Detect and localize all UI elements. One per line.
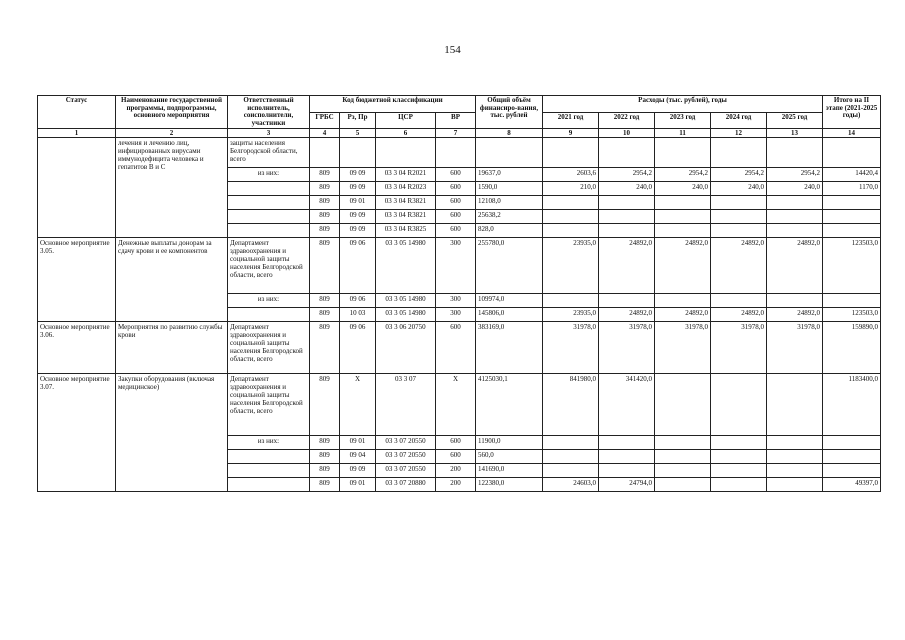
cell-itogo (823, 210, 881, 224)
cell-y2025 (767, 224, 823, 238)
cell-grbs: 809 (310, 224, 340, 238)
cell-y2025 (767, 464, 823, 478)
cell-csr: 03 3 05 14980 (376, 294, 436, 308)
cell-csr: 03 3 07 (376, 374, 436, 436)
cell-csr: 03 3 05 14980 (376, 238, 436, 294)
column-number: 7 (436, 129, 476, 138)
column-number: 8 (476, 129, 543, 138)
cell-y2024 (711, 196, 767, 210)
column-number: 4 (310, 129, 340, 138)
cell-y2023 (655, 224, 711, 238)
cell-grbs: 809 (310, 436, 340, 450)
cell-rzpr: 09 09 (340, 210, 376, 224)
cell-total: 383169,0 (476, 322, 543, 374)
status-cell: Основное мероприятие 3.06. (38, 322, 116, 374)
cell-itogo: 1170,0 (823, 182, 881, 196)
cell-csr: 03 3 04 R3821 (376, 196, 436, 210)
cell-vr: 200 (436, 478, 476, 492)
table-row (38, 374, 881, 436)
sub-label-cell (228, 464, 310, 478)
sub-label-cell (228, 224, 310, 238)
cell-rzpr: 09 06 (340, 322, 376, 374)
cell-csr: 03 3 04 R3825 (376, 224, 436, 238)
cell-total: 828,0 (476, 224, 543, 238)
cell-itogo (823, 436, 881, 450)
status-cell: Основное мероприятие 3.05. (38, 238, 116, 322)
name-cell: Мероприятия по развитию службы крови (116, 322, 228, 374)
cell-vr: 300 (436, 238, 476, 294)
column-number: 3 (228, 129, 310, 138)
header-csr: ЦСР (376, 112, 436, 129)
header-itogo: Итого на II этапе (2021-2025 годы) (823, 96, 881, 129)
column-number: 10 (599, 129, 655, 138)
cell-vr: 600 (436, 224, 476, 238)
cell-csr: 03 3 04 R3821 (376, 210, 436, 224)
cell-rzpr: 09 06 (340, 294, 376, 308)
header-y2025: 2025 год (767, 112, 823, 129)
cell-y2021: 210,0 (543, 182, 599, 196)
header-bk-code: Код бюджетной классификации (310, 96, 476, 113)
cell-y2024: 24892,0 (711, 308, 767, 322)
cell-itogo: 49397,0 (823, 478, 881, 492)
cell-total: 141690,0 (476, 464, 543, 478)
cell-total: 19637,0 (476, 168, 543, 182)
cell-y2021 (543, 464, 599, 478)
cell-csr: 03 3 07 20550 (376, 436, 436, 450)
cell-itogo: 123503,0 (823, 238, 881, 294)
cell-total: 11900,0 (476, 436, 543, 450)
cell-y2022: 24892,0 (599, 238, 655, 294)
cell-y2023 (655, 196, 711, 210)
cell-rzpr: 09 06 (340, 238, 376, 294)
header-total: Общий объём финансиро-вания, тыс. рублей (476, 96, 543, 129)
sub-label-cell: из них: (228, 436, 310, 450)
budget-table (37, 95, 881, 492)
cell-y2023: 2954,2 (655, 168, 711, 182)
cell-y2024 (711, 464, 767, 478)
sub-label-cell (228, 210, 310, 224)
cell-rzpr: 09 01 (340, 436, 376, 450)
header-y2024: 2024 год (711, 112, 767, 129)
sub-label-cell (228, 478, 310, 492)
cell-vr: 600 (436, 168, 476, 182)
cell-y2022: 31978,0 (599, 322, 655, 374)
cell-y2022 (599, 294, 655, 308)
sub-label-cell (228, 450, 310, 464)
cell-grbs: 809 (310, 168, 340, 182)
responsible-cell: Департамент здравоохранения и социальной защиты населения Белгородской области, всего (228, 374, 310, 436)
cell-y2023 (655, 436, 711, 450)
cell-csr: 03 3 07 20550 (376, 464, 436, 478)
cell-grbs: 809 (310, 374, 340, 436)
cell-rzpr: 09 09 (340, 224, 376, 238)
cell-y2023: 24892,0 (655, 308, 711, 322)
cell-total: 12108,0 (476, 196, 543, 210)
cell-y2022 (599, 436, 655, 450)
status-cell (38, 138, 116, 238)
cell-y2022 (599, 450, 655, 464)
cell-itogo: 123503,0 (823, 308, 881, 322)
cell-y2021 (543, 224, 599, 238)
table-row (38, 238, 881, 294)
name-cell: Закупки оборудования (включая медицинское) (116, 374, 228, 492)
cell-total: 145806,0 (476, 308, 543, 322)
cell-y2025 (767, 450, 823, 464)
cell-y2022 (599, 464, 655, 478)
cell-y2022 (599, 210, 655, 224)
cell-y2024: 24892,0 (711, 238, 767, 294)
cell-grbs: 809 (310, 294, 340, 308)
cell-y2025: 31978,0 (767, 322, 823, 374)
cell-y2022: 2954,2 (599, 168, 655, 182)
column-number-row (38, 129, 881, 138)
cell-grbs: 809 (310, 478, 340, 492)
cell-y2023 (655, 464, 711, 478)
cell-y2021 (543, 436, 599, 450)
cell-vr: 200 (436, 464, 476, 478)
cell-rzpr: 10 03 (340, 308, 376, 322)
cell-y2024 (711, 436, 767, 450)
sub-label-cell (228, 308, 310, 322)
responsible-cell: Департамент здравоохранения и социальной защиты населения Белгородской области, всего (228, 238, 310, 294)
cell-itogo (823, 224, 881, 238)
cell-grbs: 809 (310, 464, 340, 478)
cell-rzpr: 09 09 (340, 464, 376, 478)
cell-y2025 (767, 478, 823, 492)
cell-vr: 600 (436, 450, 476, 464)
cell-y2021: 841980,0 (543, 374, 599, 436)
cell-y2021: 23935,0 (543, 238, 599, 294)
cell-rzpr: 09 01 (340, 478, 376, 492)
table-row (38, 138, 881, 168)
header-grbs: ГРБС (310, 112, 340, 129)
cell-grbs: 809 (310, 196, 340, 210)
page-number: 154 (444, 44, 461, 56)
cell-y2022: 24892,0 (599, 308, 655, 322)
status-cell: Основное мероприятие 3.07. (38, 374, 116, 492)
cell-vr: 600 (436, 322, 476, 374)
header-expenses: Расходы (тыс. рублей), годы (543, 96, 823, 113)
cell-y2021 (543, 294, 599, 308)
column-number: 6 (376, 129, 436, 138)
column-number: 1 (38, 129, 116, 138)
column-number: 12 (711, 129, 767, 138)
header-y2023: 2023 год (655, 112, 711, 129)
cell-vr: 600 (436, 210, 476, 224)
cell-y2021: 2603,6 (543, 168, 599, 182)
cell-vr (436, 138, 476, 168)
column-number: 2 (116, 129, 228, 138)
cell-itogo: 159890,0 (823, 322, 881, 374)
cell-y2023 (655, 478, 711, 492)
cell-y2024 (711, 294, 767, 308)
cell-y2023: 31978,0 (655, 322, 711, 374)
cell-y2022: 24794,0 (599, 478, 655, 492)
cell-vr: 600 (436, 436, 476, 450)
cell-y2023 (655, 374, 711, 436)
cell-y2024 (711, 450, 767, 464)
cell-grbs: 809 (310, 450, 340, 464)
cell-y2021 (543, 210, 599, 224)
cell-y2022: 240,0 (599, 182, 655, 196)
name-cell: Денежные выплаты донорам за сдачу крови и ее компонентов (116, 238, 228, 322)
column-number: 13 (767, 129, 823, 138)
budget-table-container (37, 95, 880, 492)
table-header (38, 96, 881, 138)
cell-y2021: 31978,0 (543, 322, 599, 374)
cell-y2025: 240,0 (767, 182, 823, 196)
cell-y2022 (599, 224, 655, 238)
cell-y2024 (711, 224, 767, 238)
sub-label-cell: из них: (228, 168, 310, 182)
cell-vr: Х (436, 374, 476, 436)
cell-y2022: 341420,0 (599, 374, 655, 436)
cell-y2023 (655, 138, 711, 168)
cell-rzpr: 09 09 (340, 182, 376, 196)
cell-rzpr: 09 09 (340, 168, 376, 182)
cell-vr: 300 (436, 308, 476, 322)
header-vr: ВР (436, 112, 476, 129)
cell-rzpr: 09 04 (340, 450, 376, 464)
sub-label-cell (228, 182, 310, 196)
cell-itogo (823, 196, 881, 210)
cell-total: 109974,0 (476, 294, 543, 308)
responsible-cell: защиты населения Белгородской области, всего (228, 138, 310, 168)
cell-y2024 (711, 210, 767, 224)
cell-grbs: 809 (310, 322, 340, 374)
cell-csr (376, 138, 436, 168)
cell-total: 560,0 (476, 450, 543, 464)
header-y2022: 2022 год (599, 112, 655, 129)
cell-grbs: 809 (310, 308, 340, 322)
cell-y2025 (767, 210, 823, 224)
header-rzpr: Рз, Пр (340, 112, 376, 129)
cell-y2025: 24892,0 (767, 238, 823, 294)
cell-y2025: 2954,2 (767, 168, 823, 182)
cell-total: 25638,2 (476, 210, 543, 224)
cell-itogo: 1183400,0 (823, 374, 881, 436)
cell-itogo (823, 138, 881, 168)
cell-csr: 03 3 07 20880 (376, 478, 436, 492)
sub-label-cell (228, 196, 310, 210)
cell-total: 122380,0 (476, 478, 543, 492)
responsible-cell: Департамент здравоохранения и социальной защиты населения Белгородской области, всего (228, 322, 310, 374)
cell-y2024: 240,0 (711, 182, 767, 196)
cell-y2024 (711, 138, 767, 168)
cell-y2025 (767, 436, 823, 450)
table-row (38, 322, 881, 374)
cell-itogo (823, 294, 881, 308)
column-number: 9 (543, 129, 599, 138)
cell-vr: 300 (436, 294, 476, 308)
cell-csr: 03 3 07 20550 (376, 450, 436, 464)
cell-y2024 (711, 478, 767, 492)
cell-total: 4125030,1 (476, 374, 543, 436)
cell-grbs: 809 (310, 182, 340, 196)
cell-itogo (823, 464, 881, 478)
cell-vr: 600 (436, 196, 476, 210)
cell-y2025: 24892,0 (767, 308, 823, 322)
column-number: 14 (823, 129, 881, 138)
cell-y2025 (767, 294, 823, 308)
cell-y2025 (767, 138, 823, 168)
cell-grbs: 809 (310, 210, 340, 224)
cell-y2021: 24603,0 (543, 478, 599, 492)
cell-y2024 (711, 374, 767, 436)
cell-total: 255780,0 (476, 238, 543, 294)
cell-y2021 (543, 138, 599, 168)
cell-y2021 (543, 196, 599, 210)
cell-y2025 (767, 374, 823, 436)
cell-y2022 (599, 196, 655, 210)
cell-y2023: 24892,0 (655, 238, 711, 294)
cell-y2023 (655, 294, 711, 308)
cell-rzpr (340, 138, 376, 168)
cell-grbs: 809 (310, 238, 340, 294)
cell-y2025 (767, 196, 823, 210)
cell-grbs (310, 138, 340, 168)
cell-y2021 (543, 450, 599, 464)
cell-y2021: 23935,0 (543, 308, 599, 322)
cell-rzpr: 09 01 (340, 196, 376, 210)
name-cell: лечения и лечению лиц, инфицированных вирусами иммунодефицита человека и гепатитов В и С (116, 138, 228, 238)
cell-csr: 03 3 04 R2021 (376, 168, 436, 182)
cell-total: 1590,0 (476, 182, 543, 196)
cell-vr: 600 (436, 182, 476, 196)
column-number: 11 (655, 129, 711, 138)
cell-total (476, 138, 543, 168)
cell-y2023 (655, 210, 711, 224)
cell-csr: 03 3 04 R2023 (376, 182, 436, 196)
cell-y2023 (655, 450, 711, 464)
column-number: 5 (340, 129, 376, 138)
cell-y2024: 31978,0 (711, 322, 767, 374)
header-status: Статус (38, 96, 116, 129)
cell-csr: 03 3 05 14980 (376, 308, 436, 322)
header-y2021: 2021 год (543, 112, 599, 129)
sub-label-cell: из них: (228, 294, 310, 308)
header-name: Наименование государственной программы, подпрограммы, основного мероприятия (116, 96, 228, 129)
cell-y2022 (599, 138, 655, 168)
cell-y2023: 240,0 (655, 182, 711, 196)
cell-itogo: 14420,4 (823, 168, 881, 182)
table-body (38, 138, 881, 492)
cell-itogo (823, 450, 881, 464)
header-responsible: Ответственный исполнитель, соисполнители, участники (228, 96, 310, 129)
cell-rzpr: Х (340, 374, 376, 436)
cell-csr: 03 3 06 20750 (376, 322, 436, 374)
cell-y2024: 2954,2 (711, 168, 767, 182)
